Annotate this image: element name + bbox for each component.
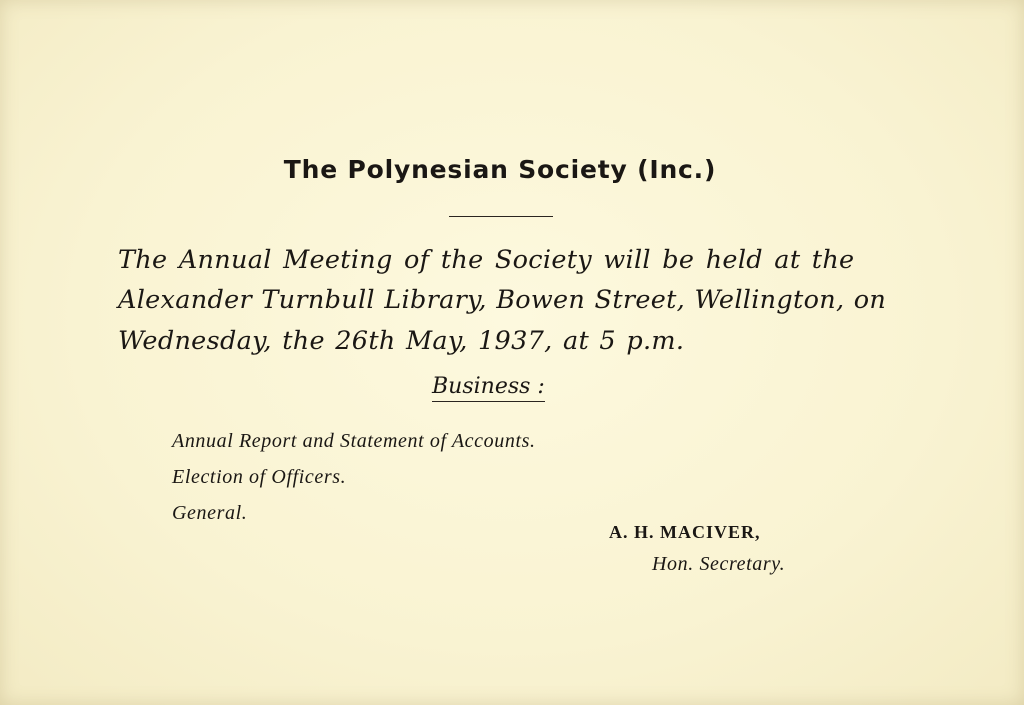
society-title: The Polynesian Society (Inc.) [283, 155, 717, 184]
signatory-name: A. H. MACIVER, [609, 522, 761, 542]
notice-line-1: The Annual Meeting of the Society will be held at the [118, 245, 855, 275]
notice-line-2: Alexander Turnbull Library, Bowen Street, Wellington, on [118, 285, 887, 315]
signatory-title: Hon. Secretary. [652, 553, 786, 575]
notice-line-3: Wednesday, the 26th May, 1937, at 5 p.m. [118, 326, 685, 356]
title-divider [449, 216, 553, 217]
business-heading: Business : [432, 374, 545, 402]
business-item-election: Election of Officers. [172, 466, 347, 488]
business-item-general: General. [172, 502, 248, 524]
business-item-annual-report: Annual Report and Statement of Accounts. [172, 430, 536, 452]
